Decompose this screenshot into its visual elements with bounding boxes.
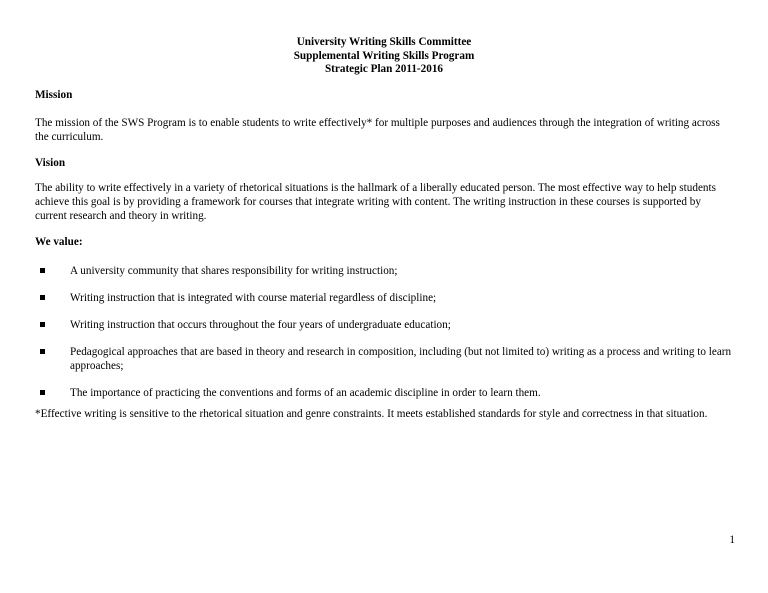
- footnote: *Effective writing is sensitive to the rhetorical situation and genre constraints. It meets established standards for style and correctness in that situation.: [35, 408, 708, 420]
- vision-text: The ability to write effectively in a variety of rhetorical situations is the hallmark of a liberally educated person. The most effective way to help students achieve this goal is by providing a framework for courses that integrate writing with content. The writing instruction in these courses is supported by current research and theory in writing.: [35, 182, 716, 222]
- page-number: 1: [729, 534, 735, 546]
- bullet-icon: [40, 349, 45, 354]
- value-text: Writing instruction that occurs throughout the four years of undergraduate education;: [70, 319, 451, 331]
- value-text: Pedagogical approaches that are based in theory and research in composition, including (but not limited to) writing as a process and writing to learn approaches;: [70, 346, 732, 372]
- values-list: [35, 264, 735, 400]
- list-item: [35, 345, 735, 373]
- mission-heading: Mission: [35, 89, 73, 101]
- mission-text: The mission of the SWS Program is to enable students to write effectively* for multiple purposes and audiences through the integration of writing across the curriculum.: [35, 117, 720, 143]
- bullet-icon: [40, 390, 45, 395]
- plan-title: Strategic Plan 2011-2016: [324, 63, 444, 75]
- value-text: A university community that shares responsibility for writing instruction;: [70, 265, 398, 277]
- bullet-icon: [40, 268, 45, 273]
- list-item: [35, 386, 735, 400]
- value-text: Writing instruction that is integrated with course material regardless of discipline;: [70, 292, 437, 304]
- bullet-icon: [40, 322, 45, 327]
- bullet-icon: [40, 295, 45, 300]
- document-header: [0, 36, 768, 77]
- list-item: [35, 318, 735, 332]
- list-item: [35, 264, 735, 278]
- list-item: [35, 291, 735, 305]
- program-title: Supplemental Writing Skills Program: [293, 49, 475, 62]
- value-text: The importance of practicing the conventions and forms of an academic discipline in order to learn them.: [70, 387, 541, 399]
- values-heading: We value:: [35, 236, 83, 248]
- committee-title: University Writing Skills Committee: [296, 36, 472, 48]
- vision-heading: Vision: [35, 157, 66, 169]
